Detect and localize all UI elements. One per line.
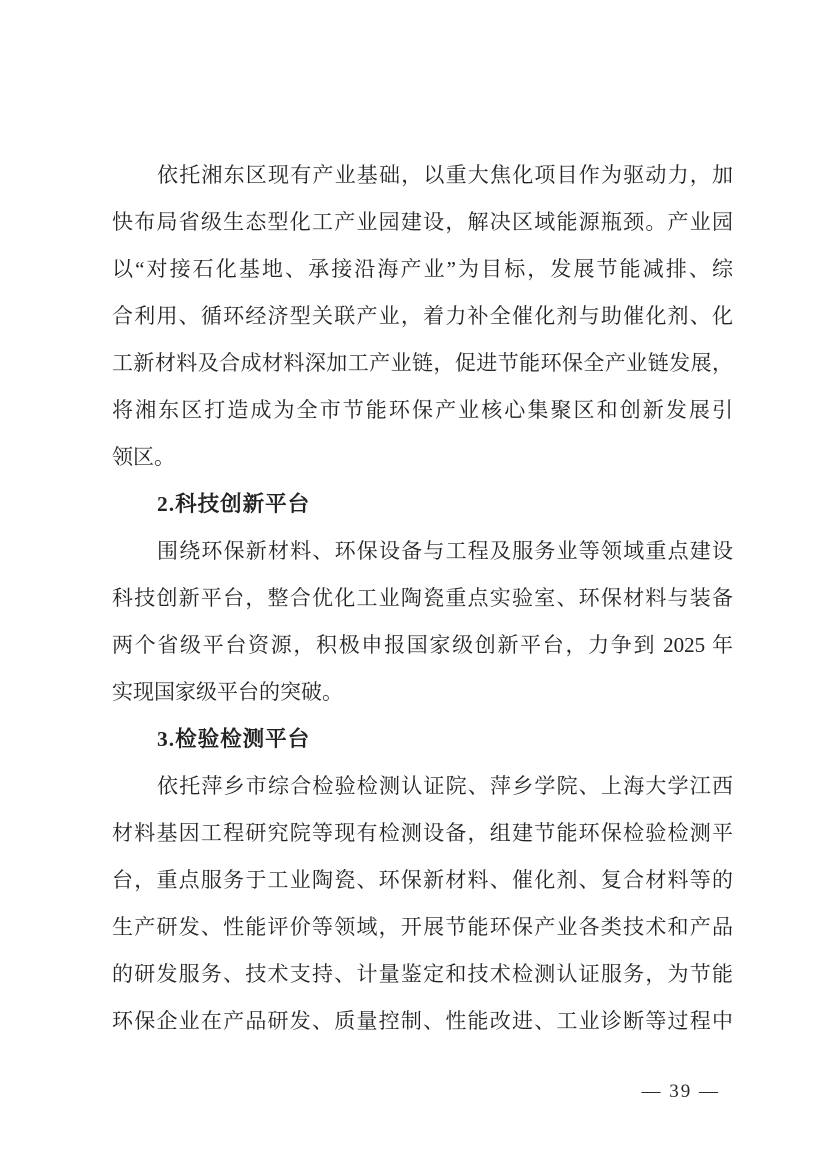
paragraph-3-line: 生产研发、性能评价等领域，开展节能环保产业各类技术和产品	[112, 915, 733, 939]
section-heading-science-innovation-platform: 2.科技创新平台	[157, 492, 311, 516]
paragraph-3-line: 依托萍乡市综合检验检测认证院、萍乡学院、上海大学江西	[157, 774, 733, 798]
paragraph-2-line: 科技创新平台，整合优化工业陶瓷重点实验室、环保材料与装备	[112, 586, 733, 610]
paragraph-1-line: 依托湘东区现有产业基础，以重大焦化项目作为驱动力，加	[157, 163, 733, 187]
document-body	[112, 152, 733, 1045]
section-heading-inspection-testing-platform: 3.检验检测平台	[157, 727, 311, 751]
paragraph-1-line: 以“对接石化基地、承接沿海产业”为目标，发展节能减排、综	[112, 257, 733, 281]
paragraph-1-line: 合利用、循环经济型关联产业，着力补全催化剂与助催化剂、化	[112, 304, 733, 328]
page-number: — 39 —	[641, 1081, 720, 1102]
paragraph-2-line: 实现国家级平台的突破。	[112, 680, 343, 704]
paragraph-1-line: 工新材料及合成材料深加工产业链，促进节能环保全产业链发展，	[112, 351, 733, 375]
paragraph-1-line: 领区。	[112, 445, 175, 469]
paragraph-2-line: 两个省级平台资源，积极申报国家级创新平台，力争到 2025 年	[112, 633, 733, 657]
paragraph-3-line: 的研发服务、技术支持、计量鉴定和技术检测认证服务，为节能	[112, 962, 733, 986]
paragraph-1-line: 快布局省级生态型化工产业园建设，解决区域能源瓶颈。产业园	[112, 210, 733, 234]
paragraph-3-line: 材料基因工程研究院等现有检测设备，组建节能环保检验检测平	[112, 821, 733, 845]
paragraph-2-line: 围绕环保新材料、环保设备与工程及服务业等领域重点建设	[157, 539, 733, 563]
paragraph-3-line: 台，重点服务于工业陶瓷、环保新材料、催化剂、复合材料等的	[112, 868, 733, 892]
paragraph-3-line: 环保企业在产品研发、质量控制、性能改进、工业诊断等过程中	[112, 1009, 733, 1033]
paragraph-1-line: 将湘东区打造成为全市节能环保产业核心集聚区和创新发展引	[112, 398, 733, 422]
